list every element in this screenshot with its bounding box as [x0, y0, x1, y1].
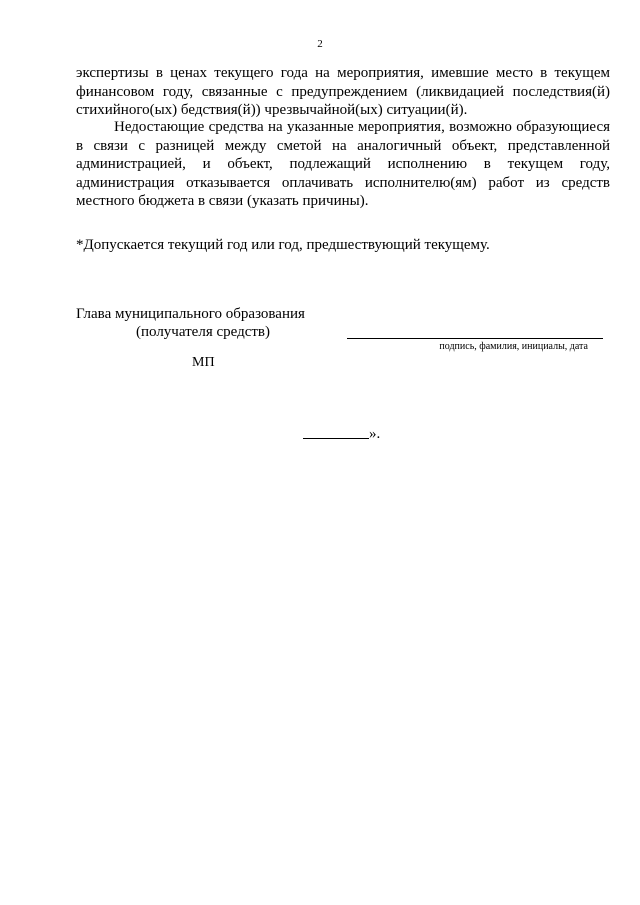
signature-line: [347, 338, 603, 339]
signatory-subtitle: (получателя средств): [136, 324, 271, 340]
stamp-placeholder: МП: [192, 355, 215, 370]
closing-suffix: ».: [369, 426, 381, 442]
body-paragraph-1: экспертизы в ценах текущего года на мероприятия, имевшие место в текущем финансовом году, связанные с предупреждением (ликвидацией последствия(й) стихийного(ых) бедствия(й)) чрезвычайной(ых) ситуации(й).: [76, 65, 610, 118]
page-number: 2: [317, 38, 323, 50]
body-paragraph-2: Недостающие средства на указанные мероприятия, возможно образующиеся в связи с разницей между сметой на аналогичный объект, представленной администрацией, и объект, подлежащий исполнению в текущем году, администрация отказывается оплачивать исполнителю(ям) работ из средств местного бюджета в связи (указать причины).: [76, 119, 610, 209]
closing-line: [303, 425, 380, 444]
signatory-title: Глава муниципального образования: [76, 306, 305, 322]
closing-blank: [303, 425, 369, 439]
signature-caption: подпись, фамилия, инициалы, дата: [439, 341, 588, 352]
footnote: *Допускается текущий год или год, предшествующий текущему.: [76, 237, 490, 253]
